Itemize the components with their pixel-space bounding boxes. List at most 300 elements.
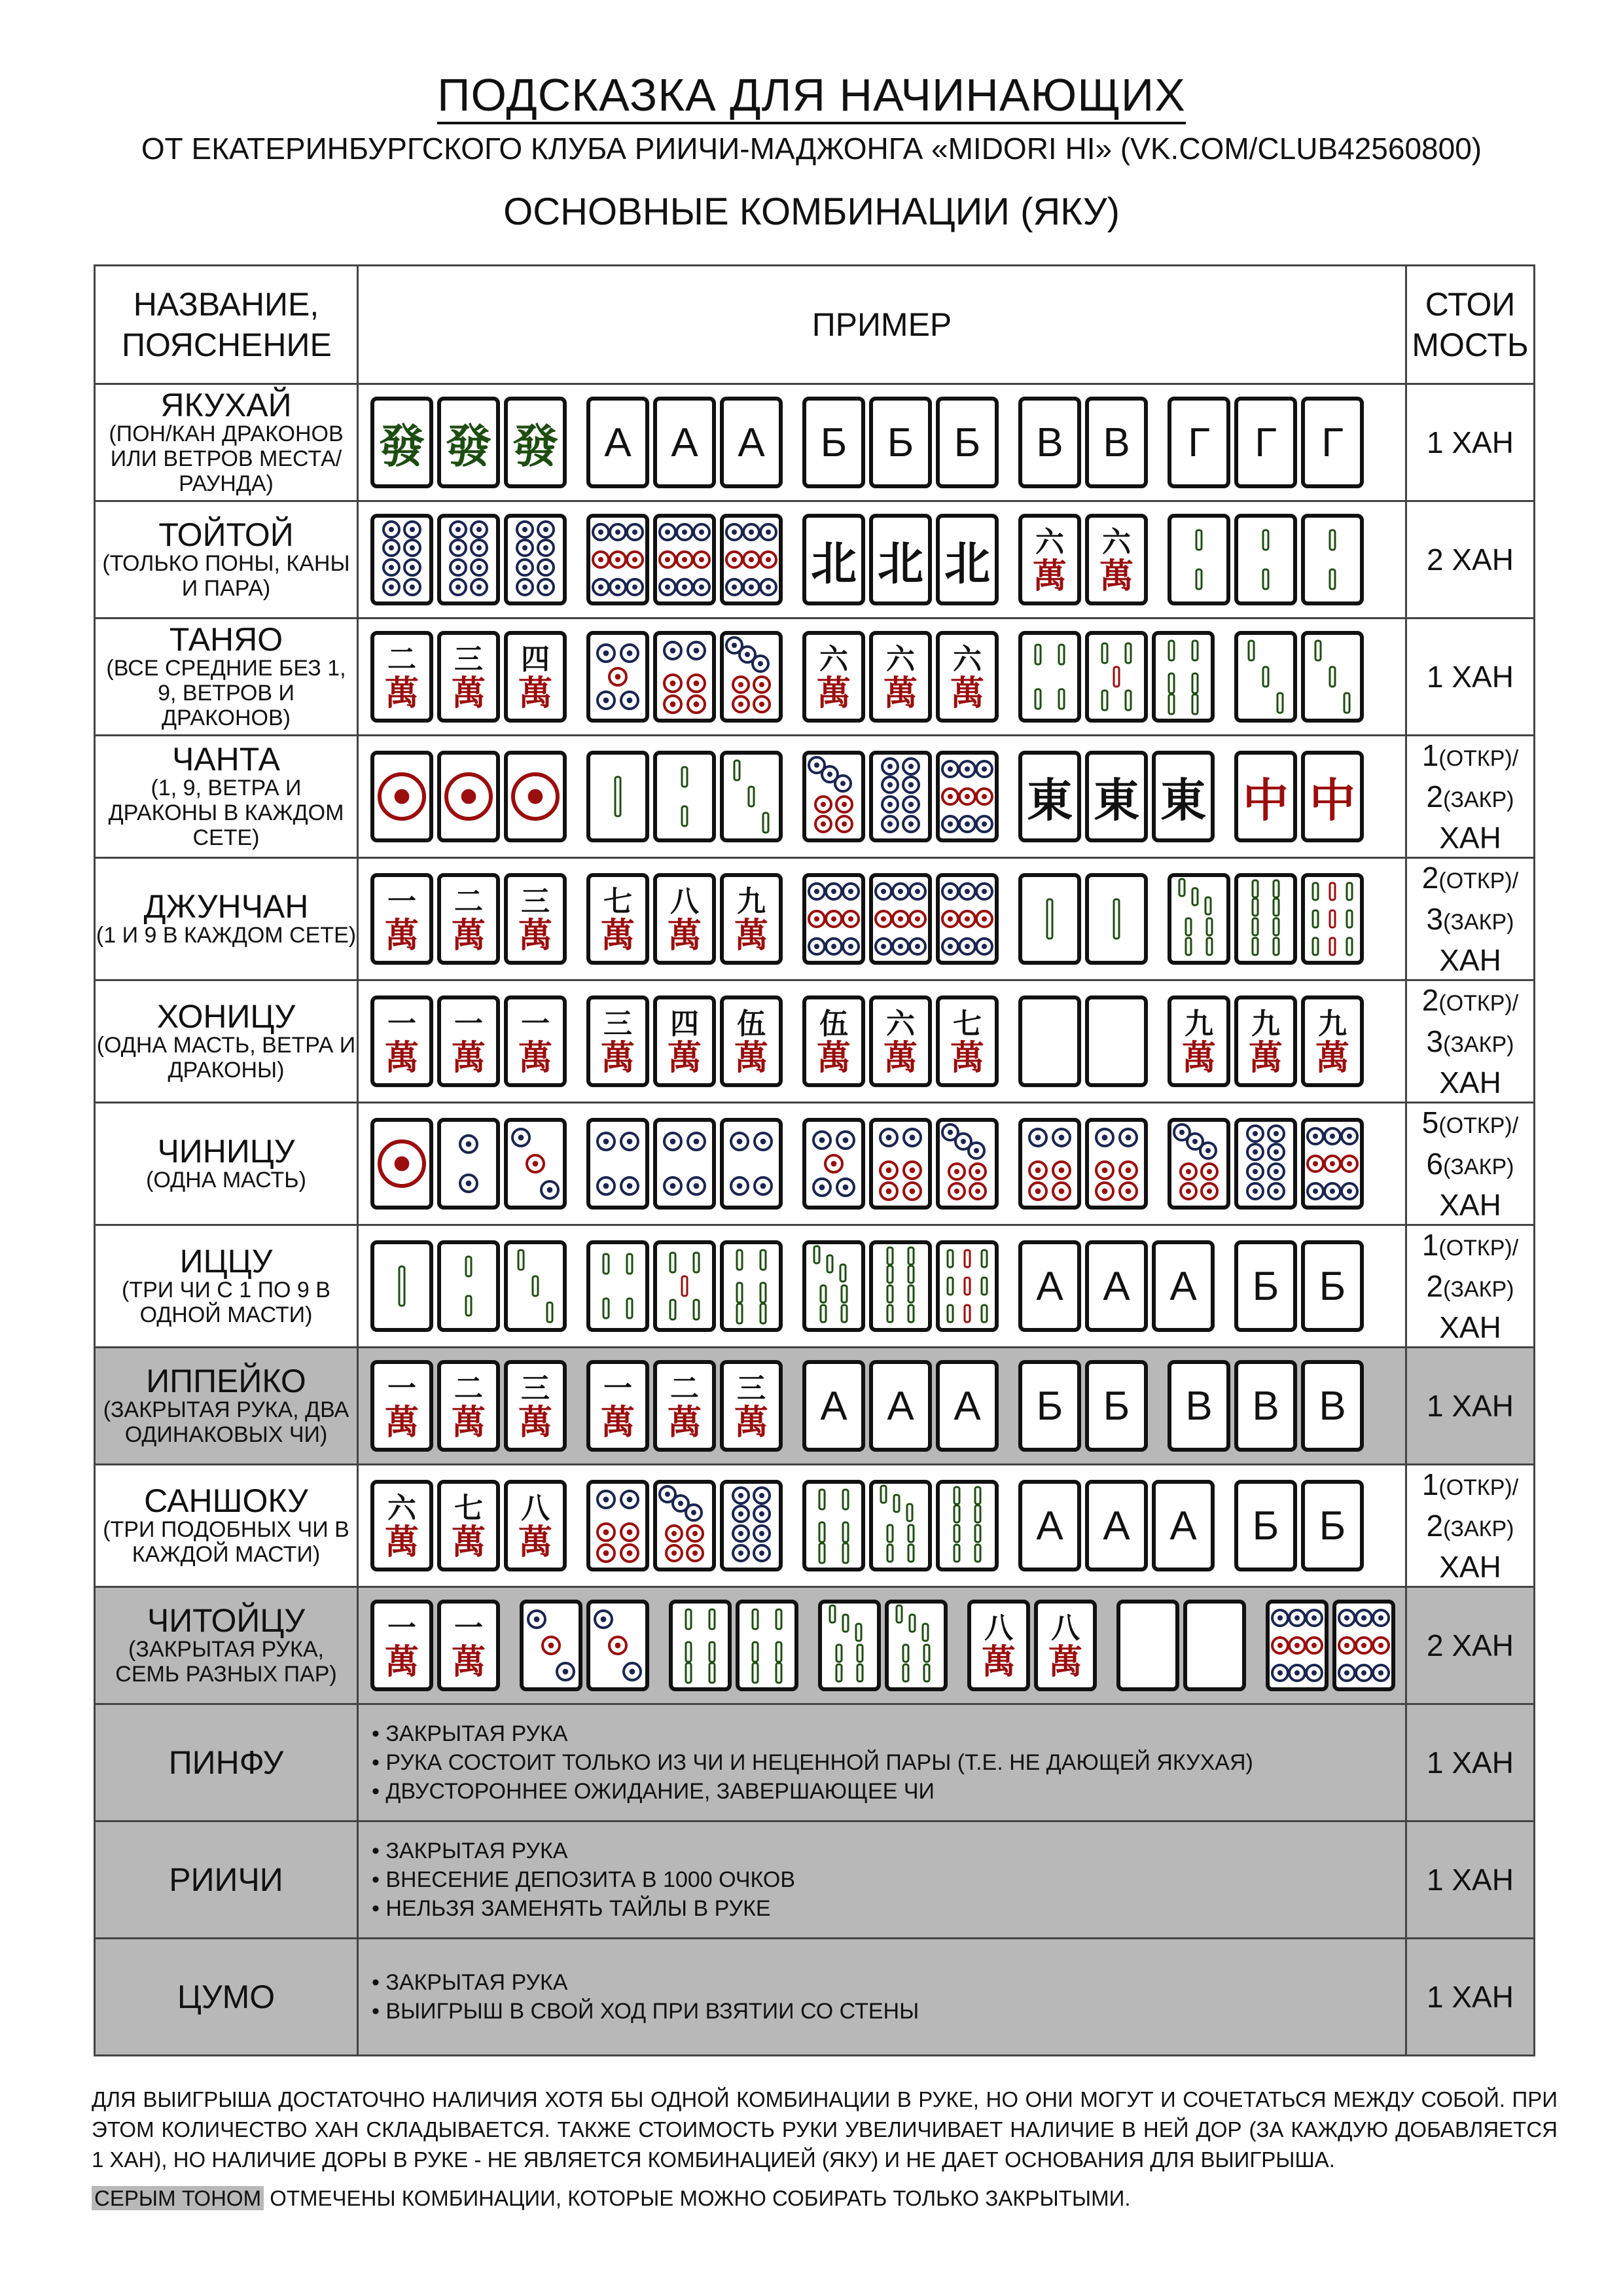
tile-hand [359, 996, 1405, 1087]
cost-cell [1406, 980, 1535, 1103]
tile-hand [359, 514, 1405, 605]
white-dragon-tile [1116, 1600, 1179, 1691]
man-character: 萬 [816, 1038, 851, 1078]
tile-set [802, 1240, 999, 1332]
man-numeral: 一 [520, 1007, 550, 1041]
man-glyph [1315, 1007, 1349, 1078]
man-glyph [451, 1007, 486, 1078]
man-numeral: 九 [736, 885, 766, 918]
placeholder-tile [802, 1360, 865, 1452]
yaku-description: (ПОН/КАН ДРАКОНОВ ИЛИ ВЕТРОВ МЕСТА/РАУНДА) [109, 422, 344, 496]
sou-tile [504, 1240, 567, 1332]
sou-tile [720, 751, 783, 842]
man-character: 萬 [734, 1038, 768, 1078]
honor-glyph: 發 [512, 418, 558, 473]
cost-line [1407, 859, 1533, 900]
tile-letter: А [1103, 1263, 1130, 1309]
yaku-name: ЦУМО [177, 1979, 276, 2015]
header-cost: СТОИ МОСТЬ [1406, 266, 1535, 384]
man-glyph [950, 643, 984, 711]
tile-letter: А [1036, 1263, 1063, 1309]
tile-set [1018, 1360, 1148, 1452]
tile-hand [359, 751, 1405, 842]
cost-open: 1 [1421, 1228, 1439, 1262]
tile-set [586, 751, 783, 842]
man-tile [720, 996, 783, 1087]
tile-letter: А [954, 1383, 981, 1429]
bamboo-icon [806, 1484, 861, 1568]
man-tile [1234, 996, 1297, 1087]
condition-item: • ЗАКРЫТАЯ РУКА [372, 1970, 568, 1995]
man-tile [653, 1360, 716, 1452]
placeholder-tile [1018, 1240, 1081, 1332]
yaku-name: ЧАНТА [171, 741, 280, 778]
man-numeral: 三 [736, 1372, 766, 1405]
circles-icon [590, 518, 645, 601]
yaku-row [95, 384, 1535, 501]
man-glyph [1048, 1611, 1082, 1682]
honor-tile [1234, 751, 1297, 842]
tile-set [586, 1240, 783, 1332]
yaku-name-cell [95, 1103, 358, 1225]
pin-tile [653, 514, 716, 605]
pin-tile [869, 873, 932, 965]
tile-letter: А [1169, 1263, 1197, 1309]
placeholder-tile [1234, 1240, 1297, 1332]
pin-tile [1266, 1600, 1329, 1691]
tile-set [370, 631, 567, 723]
bamboo-icon [940, 1244, 995, 1328]
tile-set [370, 1600, 500, 1691]
bamboo-icon [724, 755, 779, 838]
condition-item: • РУКА СОСТОИТ ТОЛЬКО ИЗ ЧИ И НЕЦЕННОЙ ПАРЫ (Т.Е. НЕ ДАЮЩЕЙ ЯКУХАЯ) [372, 1750, 1253, 1775]
man-numeral: 一 [454, 1007, 483, 1041]
man-glyph [816, 1007, 851, 1078]
placeholder-tile [1234, 1480, 1297, 1571]
footer-text: ДЛЯ ВЫИГРЫША ДОСТАТОЧНО НАЛИЧИЯ ХОТЯ БЫ ОДНОЙ КОМБИНАЦИИ В РУКЕ, НО ОНИ МОГУТ И СОЧЕТАТЬСЯ МЕЖДУ СОБОЙ. ПРИ ЭТОМ КОЛИЧЕСТВО ХАН СКЛАДЫВАЕТСЯ. ТАКЖЕ СТОИМОСТЬ РУКИ УВЕЛИЧИВАЕТ НАЛИЧИЕ В НЕЙ ДОР (ЗА КАЖДУЮ ДОБАВЛЯЕТСЯ 1 ХАН), НО НАЛИЧИЕ ДОРЫ В РУКЕ - НЕ ЯВЛЯЕТСЯ КОМБИНАЦИЕЙ (ЯКУ) И НЕ ДАЕТ ОСНОВАНИЯ ДЛЯ ВЫИГРЫША. [92, 2087, 1558, 2172]
man-tile [936, 996, 999, 1087]
placeholder-tile [869, 1360, 932, 1452]
cost-line [1407, 900, 1533, 941]
tile-letter: Б [820, 420, 847, 465]
pin-tile [936, 873, 999, 965]
yaku-name-cell [95, 1821, 358, 1939]
circles-icon [441, 518, 496, 601]
man-tile [1018, 514, 1081, 605]
example-cell [358, 858, 1406, 980]
man-glyph [385, 643, 419, 711]
tile-letter: Б [1319, 1263, 1346, 1309]
circles-icon [1022, 1122, 1077, 1206]
man-tile [869, 631, 932, 723]
man-numeral: 二 [387, 643, 416, 676]
circles-icon [590, 1604, 645, 1687]
placeholder-tile [1301, 1480, 1364, 1571]
tile-letter: А [671, 420, 698, 465]
cost-cell [1406, 1225, 1535, 1348]
man-tile [437, 1600, 500, 1691]
tile-set [370, 1240, 567, 1332]
yaku-description: (1, 9, ВЕТРА И ДРАКОНЫ В КАЖДОМ СЕТЕ) [108, 776, 344, 850]
yaku-name: ЧИНИЦУ [157, 1133, 295, 1170]
sou-tile [869, 1240, 932, 1332]
man-character: 萬 [1315, 1038, 1349, 1078]
cost-cell [1406, 1465, 1535, 1587]
man-tile [370, 1600, 433, 1691]
title-text: ПОДСКАЗКА ДЛЯ НАЧИНАЮЩИХ [437, 69, 1186, 124]
pin-tile [869, 751, 932, 842]
tile-set [1168, 1118, 1364, 1210]
pin-tile [653, 631, 716, 723]
man-numeral: 二 [454, 1372, 483, 1405]
placeholder-tile [1234, 1360, 1297, 1452]
man-character: 萬 [384, 916, 419, 956]
honor-glyph: 發 [379, 418, 425, 473]
circles-icon [441, 755, 496, 838]
yaku-name: ЯКУХАЙ [160, 387, 292, 423]
man-tile [370, 873, 433, 965]
pin-tile [504, 751, 567, 842]
man-glyph [518, 1372, 552, 1443]
circles-icon [1270, 1604, 1325, 1687]
tile-set [586, 996, 783, 1087]
tile-letter: Б [1319, 1503, 1346, 1549]
tile-set [1168, 873, 1364, 965]
tile-hand [359, 631, 1405, 723]
cost-unit: ХАН [1439, 1066, 1501, 1100]
circles-icon [940, 1122, 995, 1206]
pin-tile [370, 751, 433, 842]
pin-tile [1018, 1118, 1081, 1210]
placeholder-tile [1168, 1360, 1230, 1452]
pin-tile [1085, 1118, 1148, 1210]
yaku-description: (ЗАКРЫТАЯ РУКА, СЕМЬ РАЗНЫХ ПАР) [115, 1637, 337, 1687]
man-glyph [817, 643, 851, 711]
cost-cell: 1 ХАН [1406, 1821, 1535, 1939]
cost-cell [1406, 858, 1535, 980]
sou-tile [586, 1240, 649, 1332]
man-numeral: 一 [603, 1372, 632, 1405]
cost-open: 1 [1421, 738, 1439, 772]
man-character: 萬 [451, 673, 486, 713]
man-numeral: 六 [885, 1007, 915, 1041]
man-character: 萬 [518, 916, 552, 956]
man-character: 萬 [384, 1038, 419, 1078]
pin-tile [653, 1480, 716, 1571]
tile-set [586, 1118, 783, 1210]
sou-tile [802, 1480, 865, 1571]
man-numeral: 九 [1251, 1007, 1280, 1041]
tile-letter: Б [954, 420, 981, 465]
circles-icon [1336, 1604, 1391, 1687]
tile-letter: А [1103, 1503, 1130, 1549]
circles-icon [508, 755, 563, 838]
placeholder-tile [869, 397, 932, 488]
man-glyph [667, 1372, 702, 1443]
cost-closed-label: (ЗАКР) [1443, 910, 1514, 935]
circles-icon [508, 518, 563, 601]
cost-open: 2 [1421, 983, 1439, 1017]
cost-closed-label: (ЗАКР) [1443, 1155, 1514, 1179]
man-character: 萬 [384, 673, 419, 713]
bamboo-icon [673, 1604, 728, 1687]
cost-line [1407, 1022, 1533, 1064]
bamboo-icon [1171, 877, 1226, 961]
tile-set [1116, 1600, 1246, 1691]
man-tile [720, 873, 783, 965]
pin-tile [802, 751, 865, 842]
pin-tile [504, 1118, 567, 1210]
bamboo-icon [740, 1604, 794, 1687]
honor-glyph: 北 [944, 535, 990, 590]
tile-set [802, 397, 999, 488]
pin-tile [720, 631, 783, 723]
tile-letter: А [604, 420, 632, 465]
pin-tile [437, 1118, 500, 1210]
cost-open: 1 [1421, 1467, 1439, 1501]
cost-cell: 1 ХАН [1406, 384, 1535, 501]
man-glyph [667, 1007, 702, 1078]
man-numeral: 七 [603, 885, 632, 918]
tile-set [370, 1118, 567, 1210]
pin-tile [586, 1118, 649, 1210]
man-character: 萬 [451, 916, 486, 956]
yaku-row [95, 1225, 1535, 1348]
man-glyph [384, 1611, 419, 1682]
yaku-name: ЧИТОЙЦУ [147, 1602, 306, 1639]
cost-cell: 2 ХАН [1406, 501, 1535, 619]
tile-set [586, 873, 783, 965]
white-dragon-tile [1085, 996, 1148, 1087]
page-title [0, 69, 1623, 121]
tile-letter: Г [1255, 420, 1277, 465]
yaku-name: ДЖУНЧАН [143, 888, 309, 925]
cost-cell: 1 ХАН [1406, 1939, 1535, 2056]
circles-icon [724, 635, 779, 719]
yaku-name-cell [95, 858, 358, 980]
placeholder-tile [1085, 1240, 1148, 1332]
sou-tile [936, 1480, 999, 1571]
man-tile [504, 1480, 567, 1571]
man-tile [370, 996, 433, 1087]
tile-set [669, 1600, 798, 1691]
circles-icon [873, 1122, 928, 1206]
placeholder-tile [936, 397, 999, 488]
circles-icon [374, 1122, 429, 1206]
man-numeral: 七 [952, 1007, 982, 1041]
tile-letter: В [1185, 1383, 1213, 1429]
pin-tile [802, 873, 865, 965]
honor-tile [504, 397, 567, 488]
man-numeral: 三 [603, 1007, 632, 1041]
man-character: 萬 [600, 1403, 635, 1443]
man-glyph [384, 1372, 419, 1443]
bamboo-icon [873, 1244, 928, 1328]
circles-icon [1305, 1122, 1360, 1206]
yaku-name: ТОЙТОЙ [158, 516, 294, 553]
man-character: 萬 [518, 1522, 552, 1562]
yaku-description: (1 И 9 В КАЖДОМ СЕТЕ) [96, 923, 357, 948]
sou-tile [736, 1600, 798, 1691]
cost-closed-label: (ЗАКР) [1443, 1516, 1514, 1541]
man-tile [504, 631, 567, 723]
tile-set [1168, 996, 1364, 1087]
honor-glyph: 東 [1160, 772, 1206, 827]
tile-letter: Б [1252, 1503, 1279, 1549]
yaku-row [95, 1465, 1535, 1587]
cost-cell: 1 ХАН [1406, 1704, 1535, 1821]
man-numeral: 伍 [736, 1007, 766, 1041]
yaku-name-cell [95, 980, 358, 1103]
man-glyph [734, 1007, 768, 1078]
cost-open: 2 [1421, 861, 1439, 895]
pin-tile [1234, 1118, 1297, 1210]
tile-set [1168, 397, 1364, 488]
tile-hand [359, 1480, 1405, 1571]
yaku-row [95, 1348, 1535, 1465]
man-tile [437, 996, 500, 1087]
sou-tile [1234, 873, 1297, 965]
yaku-name: ХОНИЦУ [156, 998, 296, 1035]
placeholder-tile [1018, 1480, 1081, 1571]
yaku-description: (ТРИ ЧИ С 1 ПО 9 В ОДНОЙ МАСТИ) [122, 1278, 330, 1327]
man-tile [936, 631, 999, 723]
tile-set [1018, 1480, 1215, 1571]
tile-set [818, 1600, 948, 1691]
circles-icon [441, 1122, 496, 1206]
honor-tile [437, 397, 500, 488]
man-glyph [518, 1007, 552, 1078]
man-tile [653, 873, 716, 965]
tile-set [802, 873, 999, 965]
man-tile [586, 996, 649, 1087]
tile-set [1168, 1360, 1364, 1452]
cost-open-label: (ОТКР)/ [1438, 991, 1519, 1016]
pin-tile [586, 631, 649, 723]
man-glyph [1248, 1007, 1283, 1078]
yaku-name-cell [95, 384, 358, 501]
circles-icon [1089, 1122, 1144, 1206]
sou-tile [653, 751, 716, 842]
man-glyph [734, 1372, 768, 1443]
honor-glyph: 中 [1243, 772, 1289, 827]
man-tile [802, 631, 865, 723]
man-character: 萬 [600, 1038, 635, 1078]
man-numeral: 四 [520, 643, 550, 676]
bamboo-icon [508, 1244, 563, 1328]
yaku-name: ТАНЯО [169, 621, 283, 658]
man-numeral: 一 [454, 1611, 483, 1645]
man-numeral: 三 [520, 1372, 550, 1405]
sou-tile [586, 751, 649, 842]
yaku-description: (ОДНА МАСТЬ) [146, 1168, 306, 1193]
man-glyph [451, 1611, 486, 1682]
circles-icon [657, 1122, 712, 1206]
yaku-row [95, 1704, 1535, 1821]
tile-letter: В [1103, 420, 1130, 465]
tile-letter: Б [887, 420, 914, 465]
conditions-cell [358, 1939, 1406, 2056]
tile-set [370, 1480, 567, 1571]
yaku-row [95, 736, 1535, 858]
man-glyph [734, 885, 768, 956]
man-numeral: 伍 [819, 1007, 848, 1041]
honor-tile [1018, 751, 1081, 842]
man-character: 萬 [384, 1403, 419, 1443]
sou-tile [1234, 631, 1297, 723]
man-numeral: 八 [984, 1611, 1013, 1645]
tile-set [802, 1360, 999, 1452]
sou-tile [653, 1240, 716, 1332]
tile-letter: Г [1188, 420, 1210, 465]
man-tile [869, 996, 932, 1087]
man-character: 萬 [384, 1522, 419, 1562]
man-character: 萬 [518, 1403, 552, 1443]
man-tile [504, 873, 567, 965]
tile-set [370, 873, 567, 965]
man-glyph [1181, 1007, 1216, 1078]
honor-tile [1085, 751, 1148, 842]
man-numeral: 七 [454, 1492, 483, 1525]
cost-closed: 3 [1426, 902, 1444, 936]
man-glyph [1033, 526, 1067, 594]
yaku-row [95, 1939, 1535, 2056]
honor-glyph: 北 [811, 535, 857, 590]
condition-item: • НЕЛЬЗЯ ЗАМЕНЯТЬ ТАЙЛЫ В РУКЕ [372, 1896, 771, 1921]
man-character: 萬 [816, 673, 851, 713]
tile-letter: Б [1252, 1263, 1279, 1309]
pin-tile [720, 514, 783, 605]
tile-set [586, 631, 783, 723]
sou-tile [1018, 631, 1081, 723]
man-glyph [883, 643, 918, 711]
sou-tile [1168, 514, 1230, 605]
placeholder-tile [1301, 1360, 1364, 1452]
bamboo-icon [1022, 877, 1077, 961]
cost-open-label: (ОТКР)/ [1438, 1113, 1519, 1138]
sou-tile [1018, 873, 1081, 965]
pin-tile [370, 514, 433, 605]
bamboo-icon [1305, 635, 1360, 719]
note-text: ОТМЕЧЕНЫ КОМБИНАЦИИ, КОТОРЫЕ МОЖНО СОБИРАТЬ ТОЛЬКО ЗАКРЫТЫМИ. [264, 2186, 1131, 2210]
bamboo-icon [1305, 877, 1360, 961]
example-cell [358, 1225, 1406, 1348]
man-glyph [600, 1372, 635, 1443]
honor-glyph: 中 [1310, 772, 1355, 827]
man-tile [437, 1480, 500, 1571]
placeholder-tile [1085, 1480, 1148, 1571]
circles-icon [873, 877, 928, 961]
tile-set [1018, 1240, 1215, 1332]
condition-item: • ВНЕСЕНИЕ ДЕПОЗИТА В 1000 ОЧКОВ [372, 1867, 796, 1892]
cost-line [1407, 1103, 1533, 1145]
placeholder-tile [936, 1360, 999, 1452]
man-glyph [518, 643, 552, 711]
man-numeral: 一 [387, 1372, 416, 1405]
bamboo-icon [374, 1244, 429, 1328]
pin-tile [720, 1118, 783, 1210]
sou-tile [1301, 873, 1364, 965]
yaku-description: (ВСЕ СРЕДНИЕ БЕЗ 1, 9, ВЕТРОВ И ДРАКОНОВ) [106, 656, 346, 730]
man-numeral: 一 [387, 1007, 416, 1041]
circles-icon [590, 635, 645, 719]
bamboo-icon [441, 1244, 496, 1328]
yaku-row [95, 1821, 1535, 1939]
tile-set [370, 751, 567, 842]
yaku-name-cell [95, 1225, 358, 1348]
circles-icon [524, 1604, 579, 1687]
yaku-name-cell [95, 736, 358, 858]
